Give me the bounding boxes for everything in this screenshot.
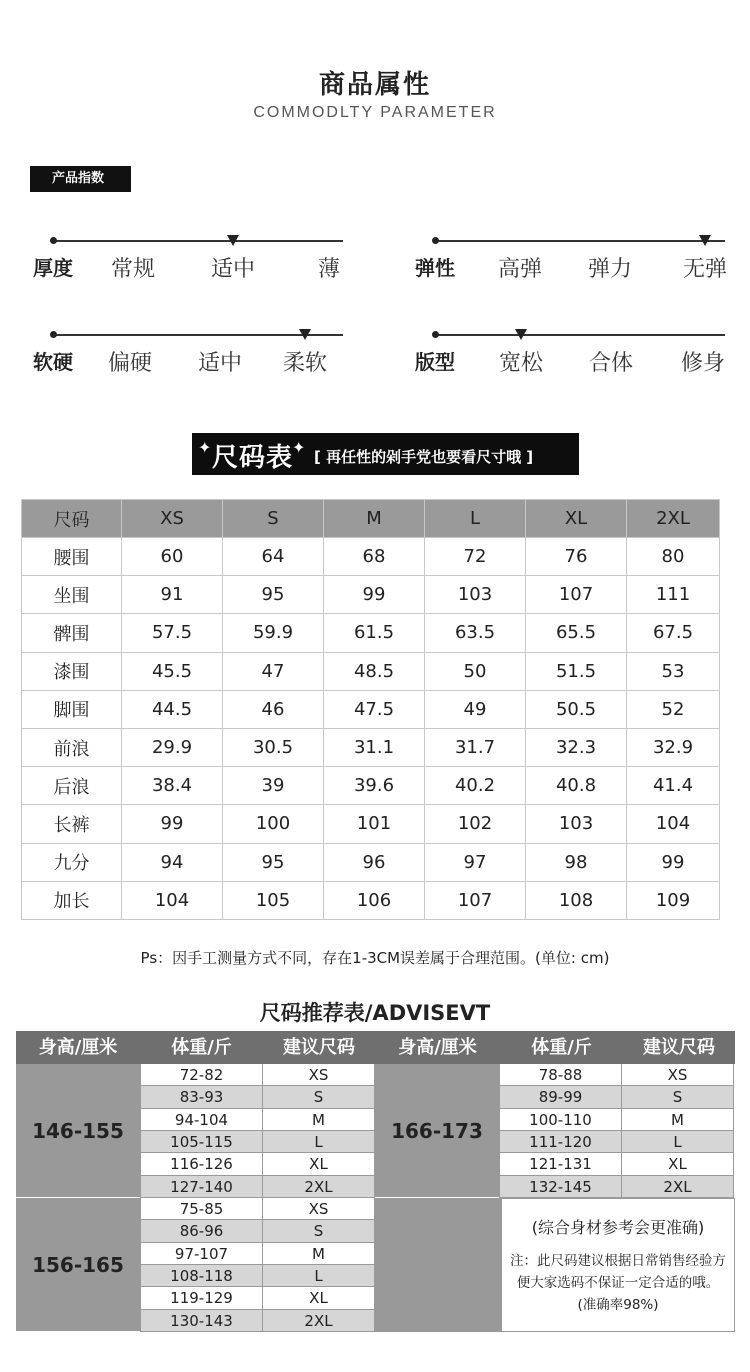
size-cell: 52 [627,690,720,728]
size-cell: XL [263,1287,375,1309]
weight-cell: 105-115 [140,1131,263,1153]
size-row [22,881,720,919]
size-cell: 64 [223,538,324,576]
size-cell: 91 [122,576,223,614]
param-option: 修身 [680,351,726,376]
param-option: 薄 [317,257,341,282]
size-cell: M [622,1109,734,1131]
size-cell: 41.4 [627,767,720,805]
size-cell: 104 [627,805,720,843]
size-col-header: L [425,500,526,538]
recommend-note-body: 注：此尺码建议根据日常销售经验方便大家选码不保证一定合适的哦。(准确率98%) [510,1253,726,1313]
size-col-header: XS [122,500,223,538]
weight-cell: 86-96 [140,1220,263,1242]
height-range-cell: 166-173 [375,1064,499,1198]
size-cell: 109 [627,881,720,919]
size-cell: 2XL [263,1176,375,1198]
scale-dot-icon [50,331,57,338]
size-row [22,652,720,690]
size-cell: 65.5 [526,614,627,652]
scale-dot-icon [50,237,57,244]
size-table-header [22,500,720,538]
weight-cell: 72-82 [140,1064,263,1086]
size-cell: XL [622,1153,734,1175]
size-cell: 97 [425,843,526,881]
recommend-col-header: 建议尺码 [623,1031,735,1064]
scale-line [435,240,725,242]
size-cell: 40.2 [425,767,526,805]
size-cell: 105 [223,881,324,919]
param-label: 厚度 [33,256,73,280]
size-row [22,728,720,766]
weight-cell: 78-88 [499,1064,622,1086]
size-cell: 99 [122,805,223,843]
size-row-label: 后浪 [22,767,122,805]
height-range-cell: 156-165 [16,1198,140,1332]
size-row [22,614,720,652]
size-cell: 50.5 [526,690,627,728]
size-cell: 47.5 [324,690,425,728]
weight-cell: 132-145 [499,1176,622,1198]
weight-cell: 121-131 [499,1153,622,1175]
size-cell: 68 [324,538,425,576]
size-cell: 45.5 [122,652,223,690]
size-cell: 76 [526,538,627,576]
recommend-col-header: 建议尺码 [263,1031,375,1064]
size-row [22,767,720,805]
param-option: 柔软 [282,351,328,376]
scale-dot-icon [432,331,439,338]
size-row [22,538,720,576]
size-cell: S [622,1086,734,1108]
size-col-header: XL [526,500,627,538]
param-0 [33,234,343,294]
size-cell: 30.5 [223,728,324,766]
size-chart-banner [192,433,579,475]
param-option: 无弹 [682,257,728,282]
size-row [22,576,720,614]
param-option: 偏硬 [107,351,153,376]
size-cell: 40.8 [526,767,627,805]
weight-cell: 89-99 [499,1086,622,1108]
size-row-label: 漆围 [22,652,122,690]
size-cell: 39 [223,767,324,805]
param-2 [33,328,343,388]
recommend-empty-cell [375,1198,501,1332]
size-cell: 59.9 [223,614,324,652]
weight-cell: 100-110 [499,1109,622,1131]
recommend-col-header: 身高/厘米 [375,1031,500,1064]
weight-cell: 130-143 [140,1310,263,1332]
param-option: 适中 [210,257,256,282]
size-cell: 102 [425,805,526,843]
size-row-label: 加长 [22,881,122,919]
weight-cell: 119-129 [140,1287,263,1309]
weight-cell: 97-107 [140,1243,263,1265]
size-cell: M [263,1243,375,1265]
recommend-note [501,1198,735,1332]
product-index-badge: 产品指数 [30,166,131,192]
size-cell: 103 [526,805,627,843]
size-cell: 50 [425,652,526,690]
size-cell: 51.5 [526,652,627,690]
recommend-table [16,1031,735,1332]
recommend-col-header: 体重/斤 [140,1031,263,1064]
size-cell: 31.1 [324,728,425,766]
param-option: 常规 [110,257,156,282]
size-cell: 98 [526,843,627,881]
size-cell: 95 [223,576,324,614]
size-row [22,805,720,843]
size-cell: 80 [627,538,720,576]
weight-cell: 108-118 [140,1265,263,1287]
size-cell: L [263,1265,375,1287]
scale-marker-icon [227,235,239,246]
size-cell: 111 [627,576,720,614]
param-option: 高弹 [497,257,543,282]
size-cell: 57.5 [122,614,223,652]
size-cell: 53 [627,652,720,690]
scale-line [53,240,343,242]
size-cell: 39.6 [324,767,425,805]
size-row-label: 长裤 [22,805,122,843]
size-cell: 2XL [622,1176,734,1198]
size-row-label: 九分 [22,843,122,881]
size-col-header: 2XL [627,500,720,538]
size-cell: 63.5 [425,614,526,652]
size-cell: 96 [324,843,425,881]
weight-cell: 75-85 [140,1198,263,1220]
size-cell: 48.5 [324,652,425,690]
weight-cell: 83-93 [140,1086,263,1108]
size-row [22,843,720,881]
param-label: 软硬 [33,350,73,374]
weight-cell: 111-120 [499,1131,622,1153]
size-col-header: S [223,500,324,538]
size-cell: 95 [223,843,324,881]
size-cell: 32.3 [526,728,627,766]
weight-cell: 94-104 [140,1109,263,1131]
size-cell: L [622,1131,734,1153]
size-cell: 61.5 [324,614,425,652]
size-cell: 99 [324,576,425,614]
size-cell: 72 [425,538,526,576]
size-cell: M [263,1109,375,1131]
size-cell: XS [263,1064,375,1086]
size-row-label: 坐围 [22,576,122,614]
size-table-body [22,538,720,920]
sparkle-right-icon: ✦ [292,438,306,457]
size-cell: 99 [627,843,720,881]
size-cell: 104 [122,881,223,919]
size-cell: 107 [425,881,526,919]
recommend-col-header: 身高/厘米 [16,1031,140,1064]
param-label: 弹性 [415,256,455,280]
size-cell: 106 [324,881,425,919]
size-cell: L [263,1131,375,1153]
size-cell: 100 [223,805,324,843]
size-cell: 31.7 [425,728,526,766]
size-cell: XS [263,1198,375,1220]
size-cell: 67.5 [627,614,720,652]
param-option: 适中 [197,351,243,376]
size-cell: XL [263,1153,375,1175]
size-cell: 44.5 [122,690,223,728]
param-3 [415,328,725,388]
size-cell: 2XL [263,1310,375,1332]
param-option: 弹力 [587,257,633,282]
size-col-header: 尺码 [22,500,122,538]
size-cell: S [263,1086,375,1108]
size-chart-title: 尺码表 [212,443,294,473]
size-cell: 29.9 [122,728,223,766]
size-cell: 108 [526,881,627,919]
size-cell: XS [622,1064,734,1086]
weight-cell: 116-126 [140,1153,263,1175]
size-cell: 103 [425,576,526,614]
size-row-label: 脚围 [22,690,122,728]
recommend-note-title: (综合身材参考会更准确) [531,1218,705,1237]
size-cell: 107 [526,576,627,614]
param-option: 宽松 [498,351,544,376]
size-col-header: M [324,500,425,538]
size-row [22,690,720,728]
size-cell: 60 [122,538,223,576]
size-row-label: 髀围 [22,614,122,652]
scale-dot-icon [432,237,439,244]
size-row-label: 前浪 [22,728,122,766]
scale-marker-icon [699,235,711,246]
param-label: 版型 [415,350,455,374]
weight-cell: 127-140 [140,1176,263,1198]
recommend-title: 尺码推荐表/ADVISEVT [259,1001,491,1025]
measurement-note: Ps：因手工测量方式不同，存在1-3CM误差属于合理范围。(单位: cm) [140,949,610,967]
page-title-cn: 商品属性 [318,70,431,100]
size-row-label: 腰围 [22,538,122,576]
scale-marker-icon [515,329,527,340]
size-cell: 94 [122,843,223,881]
height-range-cell: 146-155 [16,1064,140,1198]
size-cell: 46 [223,690,324,728]
size-table [21,499,720,920]
size-cell: 49 [425,690,526,728]
param-1 [415,234,728,294]
size-cell: S [263,1220,375,1242]
param-option: 合体 [588,351,634,376]
sparkle-left-icon: ✦ [198,438,212,457]
size-cell: 32.9 [627,728,720,766]
scale-line [435,334,725,336]
size-cell: 38.4 [122,767,223,805]
size-cell: 101 [324,805,425,843]
scale-marker-icon [299,329,311,340]
page-title-en: COMMODLTY PARAMETER [253,104,497,121]
recommend-col-header: 体重/斤 [500,1031,623,1064]
size-cell: 47 [223,652,324,690]
size-chart-subtitle: [ 再任性的剁手党也要看尺寸哦 ] [314,448,534,466]
